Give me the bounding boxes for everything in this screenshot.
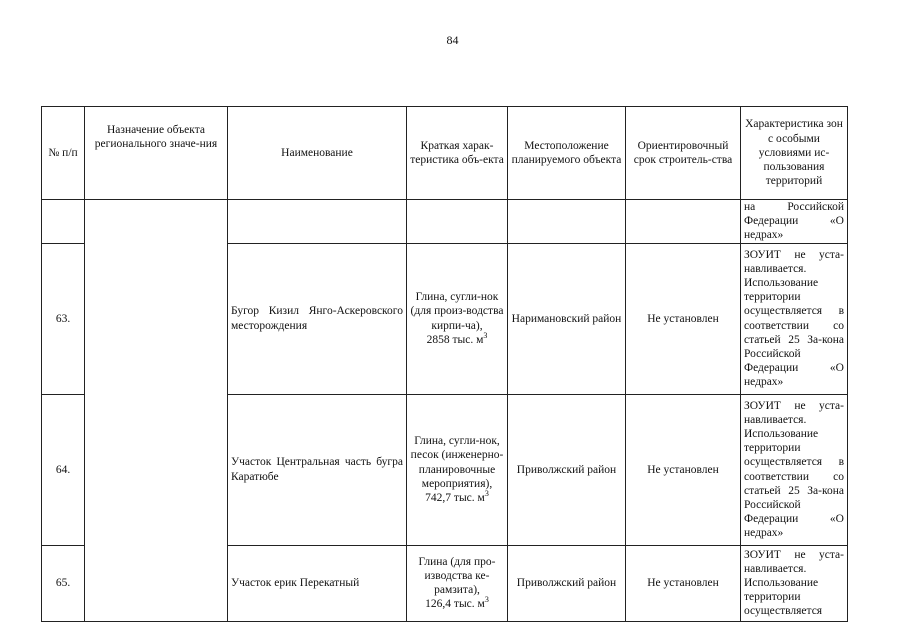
row-name: Участок Центральная часть бугра Каратюбе [228, 394, 407, 545]
purpose-merged-cell [85, 200, 228, 622]
header-brief: Краткая харак-теристика объ-екта [407, 107, 508, 200]
cont-zones-cell: на Российской Федерации «О недрах» [741, 200, 848, 244]
objects-table [41, 106, 848, 622]
row-num: 65. [42, 545, 85, 621]
row-name: Участок ерик Перекатный [228, 545, 407, 621]
row-brief-text: Глина, сугли-нок, песок (инженерно-планировочные мероприятия), [410, 435, 504, 490]
row-brief-volume: 2858 тыс. м [426, 333, 484, 346]
table-row-continuation [42, 200, 848, 244]
row-zones: ЗОУИТ не уста-навливается. Использование территории осуществляется в соответствии со статьей 25 За-кона Российской Федерации «О недрах» [741, 394, 848, 545]
header-location: Местоположение планируемого объекта [508, 107, 626, 200]
cont-term-cell [626, 200, 741, 244]
row-brief [407, 394, 508, 545]
row-location: Приволжский район [508, 545, 626, 621]
header-num: № п/п [42, 107, 85, 200]
cont-num-cell [42, 200, 85, 244]
header-zones: Характеристика зон с особыми условиями ис-пользования территорий [741, 107, 848, 200]
superscript: 3 [483, 330, 488, 340]
superscript: 3 [484, 595, 489, 605]
row-brief [407, 243, 508, 394]
header-name: Наименование [228, 107, 407, 200]
row-location: Приволжский район [508, 394, 626, 545]
row-zones: ЗОУИТ не уста-навливается. Использование территории осуществляется [741, 545, 848, 621]
cont-name-cell [228, 200, 407, 244]
row-num: 63. [42, 243, 85, 394]
row-brief-text: Глина, сугли-нок (для произ-водства кирпи-ча), [410, 291, 504, 332]
page-number: 84 [446, 33, 459, 47]
row-brief-volume: 126,4 тыс. м [425, 598, 485, 611]
row-name: Бугор Кизил Янго-Аскеровского месторождения [228, 243, 407, 394]
row-num: 64. [42, 394, 85, 545]
cont-brief-cell [407, 200, 508, 244]
header-term: Ориентировочный срок строитель-ства [626, 107, 741, 200]
header-purpose: Назначение объекта регионального значе-ния [85, 107, 228, 200]
row-brief-volume: 742,7 тыс. м [425, 491, 485, 504]
cont-location-cell [508, 200, 626, 244]
row-brief-text: Глина (для про-изводства ке-рамзита), [418, 555, 496, 597]
table-header-row [42, 107, 848, 200]
row-brief [407, 545, 508, 621]
row-term: Не установлен [626, 394, 741, 545]
row-location: Наримановский район [508, 243, 626, 394]
row-term: Не установлен [626, 545, 741, 621]
row-term: Не установлен [626, 243, 741, 394]
superscript: 3 [484, 489, 489, 499]
row-zones: ЗОУИТ не уста-навливается. Использование территории осуществляется в соответствии со статьей 25 За-кона Российской Федерации «О недрах» [741, 243, 848, 394]
